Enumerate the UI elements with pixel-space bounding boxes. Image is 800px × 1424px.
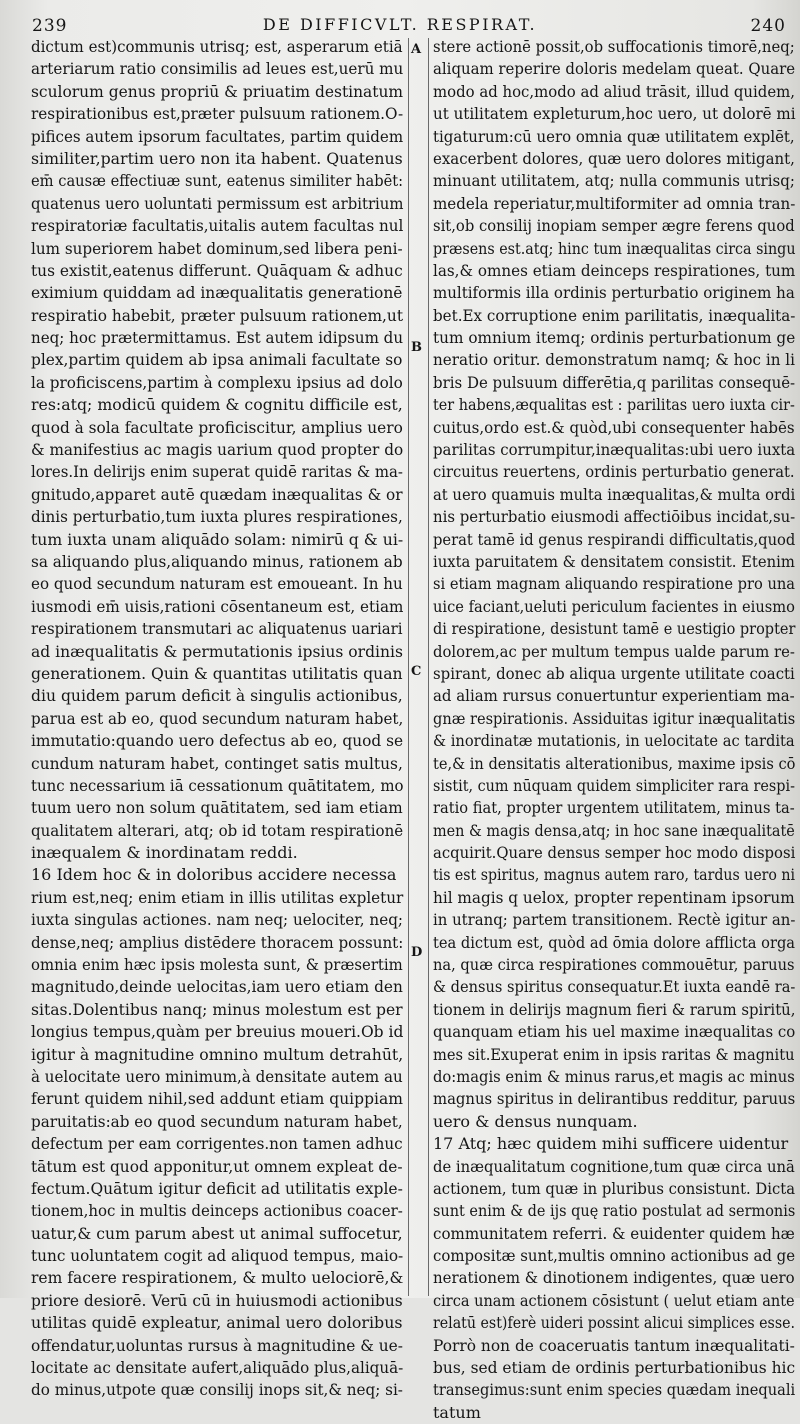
text-line: eximium quiddam ad inæqualitatis generationē xyxy=(31,283,403,303)
text-line: dense,neq; amplius distēdere thoracem possunt: xyxy=(31,932,404,952)
text-line: tunc uoluntatem cogit ad aliquod tempus, maio- xyxy=(31,1246,404,1266)
text-line: aliquam reperire doloris medelam queat. Quare xyxy=(433,59,796,79)
text-line: lores.In delirijs enim superat quidē raritas & ma- xyxy=(31,462,403,482)
text-line: respiratio habebit, præter pulsuum rationem,ut xyxy=(31,305,403,325)
text-line: transegimus:sunt enim species quædam inequali xyxy=(433,1380,796,1400)
text-line: ad inæqualitatis & permutationis ipsius ordinis xyxy=(31,641,403,661)
text-line: arteriarum ratio consimilis ad leues est,uerū mu xyxy=(31,59,404,79)
text-line: respirationibus est,præter pulsuum rationem.O- xyxy=(31,104,404,124)
text-line: circuitus reuertens, ordinis perturbatio generat. xyxy=(433,462,795,482)
text-line: men & magis densa,atq; in hoc sane inæqualitatē xyxy=(433,820,795,840)
text-line: & manifestius ac magis uarium quod propter do xyxy=(31,440,404,460)
text-line: uatur,& cum parum abest ut animal suffocetur, xyxy=(31,1223,403,1243)
text-line: igitur à magnitudine omnino multum detrahūt, xyxy=(31,1044,404,1064)
text-line: dinis perturbatio,tum iuxta plures respirationes, xyxy=(31,507,403,527)
text-line: sculorum genus propriū & priuatim destinatum xyxy=(31,81,404,101)
text-line: ad aliam rursus conuertuntur experientiam ma- xyxy=(433,686,795,706)
text-line: te,& in densitatis alterationibus, maxime ipsis cō xyxy=(433,753,796,773)
page-number-left: 239 xyxy=(32,16,68,36)
text-line: medela reperiatur,multiformiter ad omnia tran- xyxy=(433,193,796,213)
text-line: di respiratione, desistunt tamē e uestigio propter xyxy=(433,619,796,639)
text-line: omnia enim hæc ipsis molesta sunt, & præsertim xyxy=(31,955,403,975)
margin-marker-b: B xyxy=(411,340,422,355)
page-number-right: 240 xyxy=(750,16,786,36)
text-line: immutatio:quando uero defectus ab eo, quod se xyxy=(31,731,404,751)
text-line: fectum.Quātum igitur deficit ad utilitatis exple- xyxy=(31,1178,403,1198)
text-line: stere actionē possit,ob suffocationis timorē,neq; xyxy=(433,37,795,56)
text-line: de inæqualitatum cognitione,tum quæ circa unā xyxy=(433,1156,795,1176)
text-line: parua est ab eo, quod secundum naturam habet, xyxy=(31,708,404,728)
text-line: sunt enim & de ijs quę ratio postulat ad sermonis xyxy=(433,1201,796,1221)
text-line: tionem in delirijs magnum fieri & rarum spiritū, xyxy=(433,999,796,1019)
text-line: at uero quamuis multa inæqualitas,& multa ordi xyxy=(433,484,796,504)
text-line: Porrò non de coaceruatis tantum inæqualitati- xyxy=(433,1335,795,1355)
text-line: defectum per eam corrigentes.non tamen adhuc xyxy=(31,1134,403,1154)
text-line: cuitus,ordo est.& quòd,ubi consequenter habēs xyxy=(433,417,795,437)
text-line: neratio oritur. demonstratum namq; & hoc in li xyxy=(433,350,796,370)
text-line: relatū est)ferè uideri possint alicui simplices esse. xyxy=(433,1313,796,1333)
text-line: magnitudo,deinde uelocitas,iam uero etiam den xyxy=(31,977,403,997)
text-line: si etiam magnam aliquando respiratione pro una xyxy=(433,574,796,594)
text-line: bus, sed etiam de ordinis perturbationibus hic xyxy=(433,1358,796,1378)
running-title: DE DIFFICVLT. RESPIRAT. xyxy=(262,15,538,34)
text-line: la proficiscens,partim à complexu ipsius ad dolo xyxy=(31,372,403,392)
text-line: communitatem referri. & euidenter quidem hæ xyxy=(433,1223,795,1243)
text-line: longius tempus,quàm per breuius moueri.Ob id xyxy=(31,1022,404,1042)
text-line: tunc necessarium iā cessationum quātitatem, mo xyxy=(31,775,404,795)
text-line: & inordinatæ mutationis, in uelocitate ac tardita xyxy=(433,731,795,751)
text-line: ferunt quidem nihil,sed addunt etiam quippiam xyxy=(31,1089,403,1109)
text-line: uero & densus nunquam. xyxy=(433,1111,638,1131)
text-line: à uelocitate uero minimum,à densitate autem au xyxy=(31,1066,403,1086)
text-line: diu quidem parum deficit à singulis actionibus, xyxy=(31,686,403,706)
text-line: perat tamē id genus respirandi difficultatis,quod xyxy=(433,529,796,549)
text-line: res:atq; modicū quidem & cognitu difficile est, xyxy=(31,395,403,415)
text-line: do:magis enim & minus rarus,et magis ac minus xyxy=(433,1066,795,1086)
text-line: modo ad hoc,modo ad aliud trāsit, illud quidem, xyxy=(433,81,795,101)
text-line: ter habens,æqualitas est : parilitas uero iuxta cir- xyxy=(433,395,795,415)
text-line: quanquam etiam his uel maxime inæqualitas co xyxy=(433,1022,796,1042)
text-line: tātum est quod apponitur,ut omnem expleat de- xyxy=(31,1156,403,1176)
text-line: respiratoriæ facultatis,uitalis autem facultas nul xyxy=(31,216,404,236)
text-line: circa unam actionem cōsistunt ( uelut etiam ante xyxy=(433,1290,795,1310)
text-line: offendatur,uoluntas rursus à magnitudine & ue- xyxy=(31,1335,403,1355)
right-text-column xyxy=(433,36,795,1424)
left-text-column xyxy=(31,36,403,1402)
text-line: compositæ sunt,multis omnino actionibus ad ge xyxy=(433,1246,796,1266)
text-line: rium est,neq; enim etiam in illis utilitas expletur xyxy=(31,887,404,907)
text-line: sa aliquando plus,aliquando minus, rationem ab xyxy=(31,551,403,571)
page-header xyxy=(0,6,800,36)
text-line: actionem, tum quæ in pluribus consistunt. Dicta xyxy=(433,1178,796,1198)
text-line: & densus spiritus consequatur.Et iuxta eandē ra- xyxy=(433,977,796,997)
text-line: eo quod secundum naturam est emoueant. In hu xyxy=(31,574,403,594)
text-line: nis perturbatio eiusmodi affectiōibus incidat,su- xyxy=(433,507,796,527)
text-line: tum iuxta unam aliquādo solam: nimirū q & ui- xyxy=(31,529,404,549)
text-line: iusmodi em̄ uisis,rationi cōsentaneum est, etiam xyxy=(31,596,404,616)
text-line: quod à sola facultate proficiscitur, amplius uero xyxy=(31,417,403,437)
text-line: 17 Atq; hæc quidem mihi sufficere uidentur xyxy=(433,1134,789,1154)
text-line: sit,ob consilij inopiam semper ægre ferens quod xyxy=(433,216,795,236)
text-line: spirant, donec ab aliqua urgente utilitate coacti xyxy=(433,663,795,683)
text-line: exacerbent dolores, quæ uero dolores mitigant, xyxy=(433,148,795,168)
text-line: tus existit,eatenus differunt. Quāquam & adhuc xyxy=(31,260,403,280)
text-line: utilitas quidē expleatur, animal uero doloribus xyxy=(31,1313,403,1333)
text-line: in utranq; partem transitionem. Rectè igitur an- xyxy=(433,910,796,930)
text-line: gnitudo,apparet autē quædam inæqualitas & or xyxy=(31,484,403,504)
column-rule-right xyxy=(428,38,429,1296)
text-line: ut utilitatem expleturum,hoc uero, ut dolorē mi xyxy=(433,104,796,124)
text-line: multiformis illa ordinis perturbatio originem ha xyxy=(433,283,795,303)
text-line: plex,partim quidem ab ipsa animali facultate so xyxy=(31,350,403,370)
text-line: gnæ respirationis. Assiduitas igitur inæqualitatis xyxy=(433,708,796,728)
text-line: uice faciant,ueluti periculum facientes in eiusmo xyxy=(433,596,795,616)
text-line: tuum uero non solum quātitatem, sed iam etiam xyxy=(31,798,403,818)
text-line: tigaturum:cū uero omnia quæ utilitatem explēt, xyxy=(433,126,795,146)
text-line: quatenus uero uoluntati permissum est arbitrium xyxy=(31,193,404,213)
margin-marker-c: C xyxy=(411,664,422,679)
text-line: rem facere respirationem, & multo uelociorē,& xyxy=(31,1268,404,1288)
text-line: lum superiorem habet dominum,sed libera peni- xyxy=(31,238,403,258)
text-line: priore desiorē. Verū cū in huiusmodi actionibus xyxy=(31,1290,403,1310)
text-line: 16 Idem hoc & in doloribus accidere necessa xyxy=(31,865,397,885)
text-line: respirationem transmutari ac aliquatenus uariari xyxy=(31,619,403,639)
text-line: do minus,utpote quæ consilij inops sit,& neq; si- xyxy=(31,1380,403,1400)
text-line: sitas.Dolentibus nanq; minus molestum est per xyxy=(31,999,403,1019)
text-line: minuant utilitatem, atq; nulla communis utrisq; xyxy=(433,171,795,191)
text-line: generationem. Quin & quantitas utilitatis quan xyxy=(31,663,403,683)
margin-marker-a: A xyxy=(411,42,422,57)
text-line: locitate ac densitate aufert,aliquādo plus,aliquā- xyxy=(31,1358,404,1378)
text-line: las,& omnes etiam deinceps respirationes, tum xyxy=(433,260,796,280)
margin-marker-d: D xyxy=(411,945,423,960)
text-line: paruitatis:ab eo quod secundum naturam habet, xyxy=(31,1111,403,1131)
text-line: tea dictum est, quòd ad ōmia dolore afflicta orga xyxy=(433,932,796,952)
text-line: similiter,partim uero non ita habent. Quatenus xyxy=(31,148,403,168)
text-line: pifices autem ipsorum facultates, partim quidem xyxy=(31,126,404,146)
column-rule-left xyxy=(408,38,409,1296)
text-line: ratio fiat, propter urgentem utilitatem, minus ta- xyxy=(433,798,795,818)
text-line: neq; hoc prætermittamus. Est autem idipsum du xyxy=(31,328,404,348)
text-line: sistit, cum nūquam quidem simpliciter rara respi- xyxy=(433,775,795,795)
text-line: dictum est)communis utrisq; est, asperarum etiā xyxy=(31,37,403,56)
text-line: hil magis q uelox, propter repentinam ipsorum xyxy=(433,887,795,907)
text-line: tatum xyxy=(433,1402,481,1422)
text-line: tum omnium itemq; ordinis perturbationum ge xyxy=(433,328,796,348)
text-line: na, quæ circa respirationes commouētur, paruus xyxy=(433,955,795,975)
text-line: mes sit.Exuperat enim in ipsis raritas & magnitu xyxy=(433,1044,795,1064)
text-line: em̄ causæ effectiuæ sunt, eatenus similiter habēt: xyxy=(31,171,404,191)
text-line: cundum naturam habet, continget satis multus, xyxy=(31,753,403,773)
text-line: qualitatem alterari, atq; ob id totam respirationē xyxy=(31,820,404,840)
text-line: acquirit.Quare densus semper hoc modo disposi xyxy=(433,843,796,863)
text-line: iuxta singulas actiones. nam neq; uelociter, neq; xyxy=(31,910,404,930)
text-line: magnus spiritus in delirantibus redditur, paruus xyxy=(433,1089,796,1109)
text-line: parilitas corrumpitur,inæqualitas:ubi uero iuxta xyxy=(433,440,796,460)
text-line: dolorem,ac per multum tempus ualde parum re- xyxy=(433,641,795,661)
text-line: inæqualem & inordinatam reddi. xyxy=(31,843,298,863)
text-line: præsens est.atq; hinc tum inæqualitas circa singu xyxy=(433,238,796,258)
text-line: bet.Ex corruptione enim parilitatis, inæqualita- xyxy=(433,305,796,325)
text-line: tionem,hoc in multis deinceps actionibus coacer- xyxy=(31,1201,403,1221)
text-line: nerationem & dinotionem indigentes, quæ uero xyxy=(433,1268,795,1288)
text-line: iuxta paruitatem & densitatem consistit. Etenim xyxy=(433,551,795,571)
text-line: tis est spiritus, magnus autem raro, tardus uero ni xyxy=(433,865,796,885)
text-line: bris De pulsuum differētia,q parilitas consequē- xyxy=(433,372,796,392)
